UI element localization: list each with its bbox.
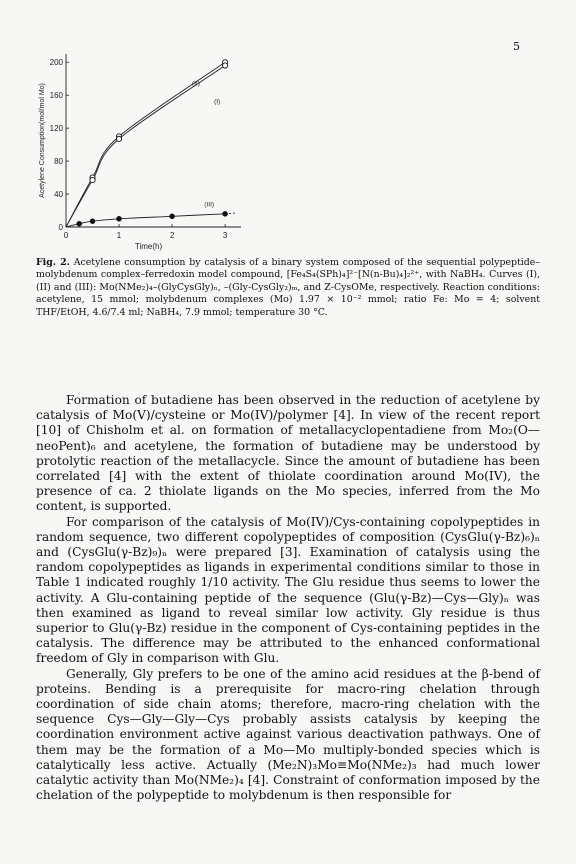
- page-number: 5: [513, 40, 520, 53]
- paragraph: For comparison of the catalysis of Mo(IV)/Cys-containing copolypeptides in random sequence, two different copolypeptides of composition (CysGlu(γ-Bz)₆)ₙ and (CysGlu(γ-Bz)₉)ₙ were prepared [3]. Examination of catalysis using the random copolypeptides as ligands in experimental conditions similar to those in Table 1 indicated roughly 1/10 activity. The Glu residue thus seems to lower the activity. A Glu-containing peptide of the sequence (Glu(γ-Bz)—Cys—Gly)ₙ was then examined as ligand to reveal similar low activity. Gly residue is thus superior to Glu(γ-Bz) residue in the component of Cys-containing peptides in the catalysis. The difference may be attributed to the enhanced conformational freedom of Gly in comparison with Glu.: [36, 514, 540, 666]
- data-point: [90, 177, 95, 182]
- chart-svg: [36, 44, 256, 254]
- series-line-0: [66, 62, 225, 227]
- figure-caption-label: Fig. 2.: [36, 257, 70, 268]
- data-point: [117, 216, 122, 221]
- chart-axes: [66, 54, 241, 227]
- acetylene-consumption-chart: [36, 44, 256, 254]
- series-label: (II): [191, 80, 200, 88]
- y-tick-label: 160: [49, 91, 63, 101]
- x-tick-label: 3: [222, 231, 228, 240]
- y-tick-label: 0: [58, 223, 63, 232]
- series-label: (III): [204, 201, 215, 209]
- y-axis-label: Acetylene Consumption(mol/mol Mo): [39, 83, 46, 198]
- y-tick-label: 120: [49, 124, 63, 134]
- data-point: [116, 136, 121, 141]
- figure-caption-text: Acetylene consumption by catalysis of a binary system composed of the sequential polypeptide–molybdenum complex–ferredoxin model compound, [Fe₄S₄(SPh)₄]²⁻[N(n-Bu)₄]₂²⁺, with NaBH₄. Curves (I), (II) and (III): Mo(NMe₂)₄–(GlyCysGly)ₙ, –(Gly-CysGly₂)ₘ, and Z-CysOMe, respectively. Reaction conditions: acetylene, 15 mmol; molybdenum complexes (Mo) 1.97 × 10⁻² mmol; ratio Fe: Mo = 4; solvent THF/EtOH, 4.6/7.4 ml; NaBH₄, 7.9 mmol; temperature 30 °C.: [36, 257, 540, 318]
- x-tick-label: 1: [116, 231, 122, 240]
- body-text: [36, 393, 540, 803]
- series-label: (I): [214, 98, 221, 106]
- x-axis-label: Time(h): [134, 242, 163, 251]
- y-tick-label: 40: [54, 190, 63, 200]
- data-point: [222, 63, 227, 68]
- series-line-1: [66, 66, 225, 227]
- data-point: [90, 219, 95, 224]
- y-tick-label: 200: [49, 58, 63, 68]
- figure-caption: [36, 257, 540, 319]
- data-point: [170, 214, 175, 219]
- y-tick-label: 80: [54, 157, 63, 167]
- chart-labels: [39, 58, 228, 251]
- x-tick-label: 2: [169, 231, 175, 240]
- paragraph: Formation of butadiene has been observed in the reduction of acetylene by catalysis of Mo(V)/cysteine or Mo(IV)/polymer [4]. In view of the recent report [10] of Chisholm et al. on formation of metallacyclopentadiene from Mo₂(O—neoPent)₆ and acetylene, the formation of butadiene may be understood by protolytic reaction of the metallacycle. Since the amount of butadiene has been correlated [4] with the extent of thiolate coordination around Mo(IV), the presence of ca. 2 thiolate ligands on the Mo species, inferred from the Mo content, is supported.: [36, 393, 540, 514]
- paragraph: Generally, Gly prefers to be one of the amino acid residues at the β-bend of proteins. Bending is a prerequisite for macro-ring chelation through coordination of side chain atoms; therefore, macro-ring chelation with the sequence Cys—Gly—Gly—Cys probably assists catalysis by keeping the coordination environment active against various deactivation pathways. One of them may be the formation of a Mo—Mo multiply-bonded species which is catalytically less active. Actually (Me₂N)₃Mo≡Mo(NMe₂)₃ had much lower catalytic activity than Mo(NMe₂)₄ [4]. Constraint of conformation imposed by the chelation of the polypeptide to molybdenum is then responsible for: [36, 666, 540, 803]
- series-line-2: [66, 214, 225, 227]
- data-point: [77, 221, 82, 226]
- x-tick-label: 0: [63, 231, 69, 240]
- data-point: [223, 212, 228, 217]
